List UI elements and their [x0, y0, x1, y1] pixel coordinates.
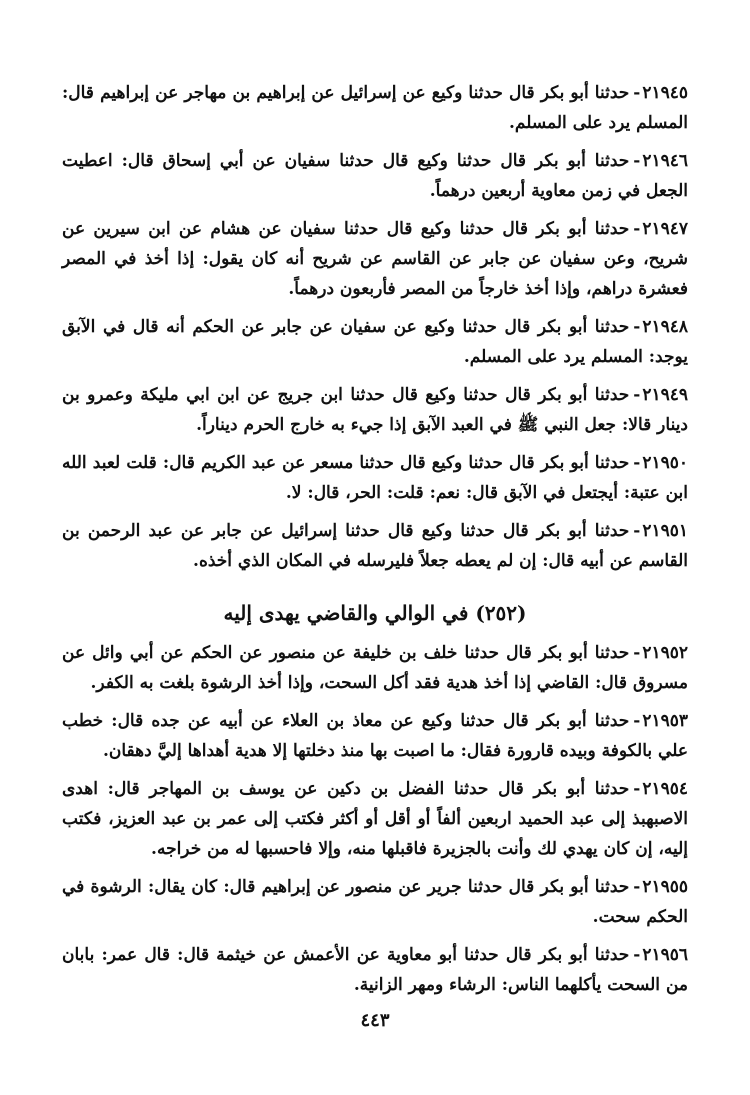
hadith-text: حدثنا أبو بكر قال حدثنا وكيع قال حدثنا سفيان عن هشام عن ابن سيرين عن شريح، وعن سفيان عن جابر عن القاسم عن شريح أنه كان يقول: إذا أخذ في المصر فعشرة دراهم، وإذا أخذ خارجاً من المصر فأربعون درهماً. — [62, 219, 688, 299]
hadith-text: حدثنا أبو بكر قال حدثنا الفضل بن دكين عن يوسف بن المهاجر قال: اهدى الاصبهبذ إلى عبد الحميد اربعين ألفاً أو أقل أو أكثر فكتب إلى عمر بن عبد العزيز، فكتب إليه، إن كان يهدي لك وأنت بالجزيرة فاقبلها منه، وإلا فاحسبها له من خراجه. — [62, 779, 688, 859]
hadith-entry: ٢١٩٥٠-حدثنا أبو بكر قال حدثنا وكيع قال حدثنا مسعر عن عبد الكريم قال: قلت لعبد الله ابن عتبة: أيجتعل في الآبق قال: نعم: قلت: الحر، قال: لا. — [62, 453, 688, 503]
hadith-entry: ٢١٩٤٨-حدثنا أبو بكر قال حدثنا وكيع عن سفيان عن جابر عن الحكم أنه قال في الآبق يوجد: المسلم يرد على المسلم. — [62, 317, 688, 367]
hadith-text: حدثنا أبو بكر قال حدثنا وكيع عن سفيان عن جابر عن الحكم أنه قال في الآبق يوجد: المسلم يرد على المسلم. — [62, 317, 688, 367]
hadith-number: ٢١٩٤٦ — [642, 151, 688, 171]
hadith-number: ٢١٩٥٤ — [642, 779, 688, 799]
hadith-number: ٢١٩٥٦ — [642, 945, 688, 965]
hadith-number: ٢١٩٥١ — [642, 521, 688, 541]
hadith-number: ٢١٩٥٠ — [642, 453, 688, 473]
section-heading: (٢٥٢) في الوالي والقاضي يهدى إليه — [223, 601, 527, 625]
hadith-text: حدثنا أبو بكر قال حدثنا وكيع قال حدثنا ابن جريج عن ابن ابي مليكة وعمرو بن دينار قالا: جعل النبي ﷺ في العبد الآبق إذا جيء به خارج الحرم ديناراً. — [62, 385, 688, 435]
hadith-text: حدثنا أبو بكر قال حدثنا خلف بن خليفة عن منصور عن الحكم عن أبي وائل عن مسروق قال: القاضي إذا أخذ هدية فقد أكل السحت، وإذا أخذ الرشوة بلغت به الكفر. — [62, 643, 688, 693]
hadith-text: حدثنا أبو بكر قال حدثنا وكيع قال حدثنا سفيان عن أبي إسحاق قال: اعطيت الجعل في زمن معاوية أربعين درهماً. — [62, 151, 688, 201]
hadith-number: ٢١٩٤٧ — [642, 219, 688, 239]
hadith-entry: ٢١٩٤٦-حدثنا أبو بكر قال حدثنا وكيع قال حدثنا سفيان عن أبي إسحاق قال: اعطيت الجعل في زمن معاوية أربعين درهماً. — [62, 151, 688, 201]
page-number: ٤٤٣ — [360, 1010, 390, 1031]
hadith-text: حدثنا أبو بكر قال حدثنا وكيع قال حدثنا إسرائيل عن جابر عن عبد الرحمن بن القاسم عن أبيه قال: إن لم يعطه جعلاً فليرسله في المكان الذي أخذه. — [62, 521, 688, 571]
hadith-text: حدثنا أبو بكر قال حدثنا وكيع عن إسرائيل عن إبراهيم بن مهاجر عن إبراهيم قال: المسلم يرد على المسلم. — [62, 83, 688, 133]
hadith-entry: ٢١٩٥٤-حدثنا أبو بكر قال حدثنا الفضل بن دكين عن يوسف بن المهاجر قال: اهدى الاصبهبذ إلى عبد الحميد اربعين ألفاً أو أقل أو أكثر فكتب إلى عمر بن عبد العزيز، فكتب إليه، إن كان يهدي لك وأنت بالجزيرة فاقبلها منه، وإلا فاحسبها له من خراجه. — [62, 779, 688, 859]
hadith-text: حدثنا أبو بكر قال حدثنا وكيع قال حدثنا مسعر عن عبد الكريم قال: قلت لعبد الله ابن عتبة: أيجتعل في الآبق قال: نعم: قلت: الحر، قال: لا. — [62, 453, 688, 503]
hadith-entry: ٢١٩٤٥-حدثنا أبو بكر قال حدثنا وكيع عن إسرائيل عن إبراهيم بن مهاجر عن إبراهيم قال: المسلم يرد على المسلم. — [62, 83, 688, 133]
hadith-text: حدثنا أبو بكر قال حدثنا وكيع عن معاذ بن العلاء عن أبيه عن جده قال: خطب علي بالكوفة وبيده قارورة فقال: ما اصبت بها منذ دخلتها إلا هدية أهداها إليَّ دهقان. — [62, 711, 688, 761]
hadith-entry: ٢١٩٥٢-حدثنا أبو بكر قال حدثنا خلف بن خليفة عن منصور عن الحكم عن أبي وائل عن مسروق قال: القاضي إذا أخذ هدية فقد أكل السحت، وإذا أخذ الرشوة بلغت به الكفر. — [62, 643, 688, 693]
hadith-entry: ٢١٩٥٥-حدثنا أبو بكر قال حدثنا جرير عن منصور عن إبراهيم قال: كان يقال: الرشوة في الحكم سحت. — [62, 877, 688, 927]
hadith-number: ٢١٩٥٥ — [642, 877, 688, 897]
hadith-number: ٢١٩٤٥ — [642, 83, 688, 103]
hadith-entry: ٢١٩٥٦-حدثنا أبو بكر قال حدثنا أبو معاوية عن الأعمش عن خيثمة قال: قال عمر: بابان من السحت يأكلهما الناس: الرشاء ومهر الزانية. — [62, 945, 688, 995]
hadith-number: ٢١٩٤٩ — [642, 385, 688, 405]
hadith-number: ٢١٩٥٣ — [642, 711, 688, 731]
hadith-number: ٢١٩٥٢ — [642, 643, 688, 663]
hadith-text: حدثنا أبو بكر قال حدثنا أبو معاوية عن الأعمش عن خيثمة قال: قال عمر: بابان من السحت يأكلهما الناس: الرشاء ومهر الزانية. — [62, 945, 688, 995]
hadith-text: حدثنا أبو بكر قال حدثنا جرير عن منصور عن إبراهيم قال: كان يقال: الرشوة في الحكم سحت. — [62, 877, 688, 927]
page-body — [62, 78, 688, 1008]
hadith-number: ٢١٩٤٨ — [642, 317, 688, 337]
hadith-entry: ٢١٩٥١-حدثنا أبو بكر قال حدثنا وكيع قال حدثنا إسرائيل عن جابر عن عبد الرحمن بن القاسم عن أبيه قال: إن لم يعطه جعلاً فليرسله في المكان الذي أخذه. — [62, 521, 688, 571]
hadith-entry: ٢١٩٤٩-حدثنا أبو بكر قال حدثنا وكيع قال حدثنا ابن جريج عن ابن ابي مليكة وعمرو بن دينار قالا: جعل النبي ﷺ في العبد الآبق إذا جيء به خارج الحرم ديناراً. — [62, 385, 688, 435]
hadith-entry: ٢١٩٤٧-حدثنا أبو بكر قال حدثنا وكيع قال حدثنا سفيان عن هشام عن ابن سيرين عن شريح، وعن سفيان عن جابر عن القاسم عن شريح أنه كان يقول: إذا أخذ في المصر فعشرة دراهم، وإذا أخذ خارجاً من المصر فأربعون درهماً. — [62, 219, 688, 299]
hadith-entry: ٢١٩٥٣-حدثنا أبو بكر قال حدثنا وكيع عن معاذ بن العلاء عن أبيه عن جده قال: خطب علي بالكوفة وبيده قارورة فقال: ما اصبت بها منذ دخلتها إلا هدية أهداها إليَّ دهقان. — [62, 711, 688, 761]
